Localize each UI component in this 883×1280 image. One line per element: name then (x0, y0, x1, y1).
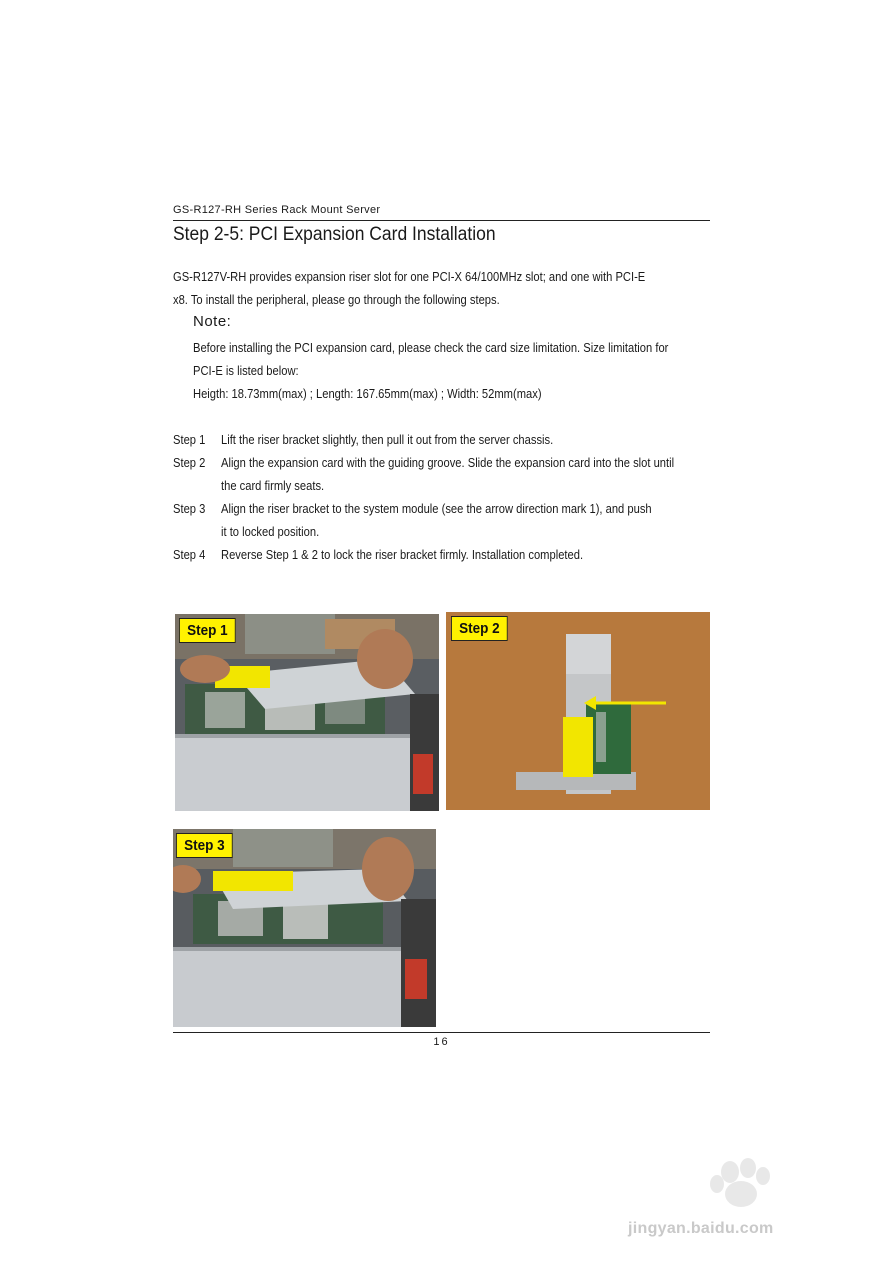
step-3-label: Step 3 (173, 501, 206, 516)
intro-line-2: x8. To install the peripheral, please go through the following steps. (173, 292, 500, 307)
server-chassis-illustration (175, 614, 439, 811)
note-line-2: PCI-E is listed below: (193, 363, 299, 378)
footer-rule (173, 1032, 710, 1033)
step-2-tag: Step 2 (451, 616, 508, 641)
server-assembly-illustration (173, 829, 436, 1027)
step-3-tag: Step 3 (176, 833, 233, 858)
step-1-label: Step 1 (173, 432, 206, 447)
section-title: Step 2-5: PCI Expansion Card Installation (173, 224, 496, 245)
step-1-photo (175, 614, 439, 811)
step-2-text: Align the expansion card with the guiding groove. Slide the expansion card into the slot until (221, 455, 675, 470)
running-header: GS-R127-RH Series Rack Mount Server (173, 204, 381, 216)
step-4-label: Step 4 (173, 547, 206, 562)
header-rule (173, 220, 710, 221)
riser-card-illustration (446, 612, 710, 810)
page-number: 16 (433, 1036, 450, 1048)
step-3-text: Align the riser bracket to the system module (see the arrow direction mark 1), and push (221, 501, 652, 516)
note-line-3: Heigth: 18.73mm(max) ; Length: 167.65mm(max) ; Width: 52mm(max) (193, 386, 542, 401)
note-label: Note: (193, 313, 232, 330)
step-2-text-cont: the card firmly seats. (221, 478, 325, 493)
intro-line-1: GS-R127V-RH provides expansion riser slot for one PCI-X 64/100MHz slot; and one with PCI-E (173, 269, 646, 284)
step-3-photo (173, 829, 436, 1027)
watermark-url: jingyan.baidu.com (628, 1220, 774, 1237)
step-4-text: Reverse Step 1 & 2 to lock the riser bracket firmly. Installation completed. (221, 547, 584, 562)
note-line-1: Before installing the PCI expansion card, please check the card size limitation. Size limitation for (193, 340, 669, 355)
step-1-tag: Step 1 (179, 618, 236, 643)
step-3-text-cont: it to locked position. (221, 524, 320, 539)
step-2-photo (446, 612, 710, 810)
step-1-text: Lift the riser bracket slightly, then pull it out from the server chassis. (221, 432, 554, 447)
step-2-label: Step 2 (173, 455, 206, 470)
